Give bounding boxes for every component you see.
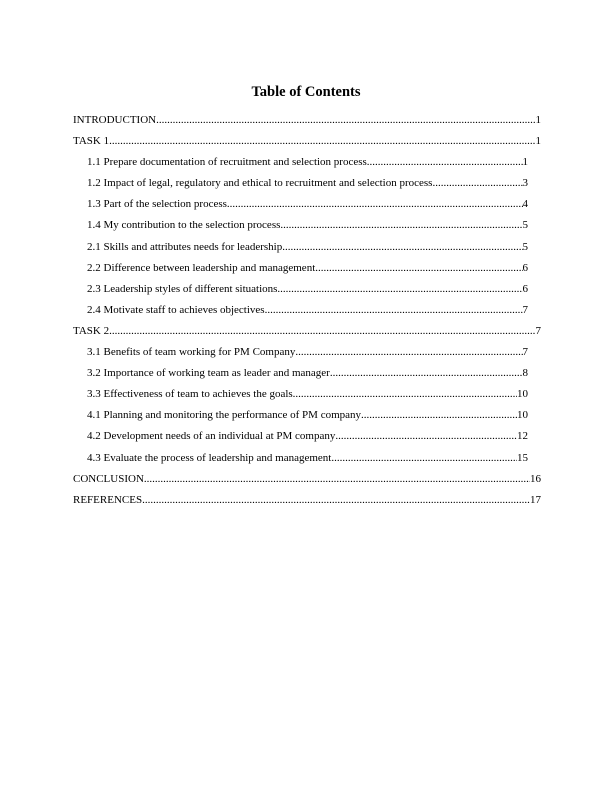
toc-entry-task-2[interactable]	[73, 325, 541, 346]
toc-page-number: 6	[522, 282, 528, 295]
toc-entry-3-3[interactable]	[73, 388, 541, 409]
toc-entry-text: TASK 2	[73, 324, 110, 337]
toc-entry-4-3[interactable]	[73, 452, 541, 473]
toc-page-number: 10	[517, 388, 528, 401]
toc-entry-2-4[interactable]	[73, 304, 541, 325]
toc-entry-1-4[interactable]	[73, 219, 541, 240]
toc-page-number: 5	[522, 240, 528, 253]
toc-page-number: 15	[517, 451, 528, 464]
toc-entry-2-1[interactable]	[73, 241, 541, 262]
toc-entry-3-2[interactable]	[73, 367, 541, 388]
toc-dot-leader	[335, 430, 517, 443]
toc-dot-leader	[265, 304, 523, 317]
toc-dot-leader	[361, 409, 517, 422]
toc-dot-leader	[144, 473, 530, 486]
toc-page-number: 1	[535, 114, 541, 126]
toc-page-number: 1	[535, 135, 541, 148]
toc-dot-leader	[280, 219, 522, 232]
toc-entry-text: REFERENCES	[73, 493, 143, 506]
toc-dot-leader	[156, 114, 535, 127]
toc-page-number: 7	[535, 324, 541, 337]
toc-entry-text: 1.2 Impact of legal, regulatory and ethical to recruitment and selection process	[87, 177, 433, 190]
toc-entry-3-1[interactable]	[73, 346, 541, 367]
toc-entry-text: 2.1 Skills and attributes needs for leadership	[87, 240, 283, 253]
toc-entry-text: 3.2 Importance of working team as leader and manager	[87, 367, 330, 380]
toc-dot-leader	[282, 241, 522, 254]
toc-entry-conclusion[interactable]	[73, 473, 541, 494]
toc-entry-2-2[interactable]	[73, 262, 541, 283]
toc-dot-leader	[293, 388, 517, 401]
toc-dot-leader	[315, 262, 522, 275]
toc-dot-leader	[227, 198, 523, 211]
toc-dot-leader	[331, 452, 517, 465]
toc-dot-leader	[330, 367, 523, 380]
toc-dot-leader	[432, 177, 522, 190]
toc-dot-leader	[277, 283, 522, 296]
toc-entry-text: 2.4 Motivate staff to achieves objectives	[87, 303, 265, 316]
toc-page-number: 12	[517, 430, 528, 443]
toc-page-number: 10	[517, 409, 528, 422]
toc-entry-2-3[interactable]	[73, 283, 541, 304]
toc-page-number: 8	[522, 367, 528, 380]
toc-page-number: 17	[530, 493, 541, 506]
toc-entry-text: 2.3 Leadership styles of different situations	[87, 282, 278, 295]
toc-dot-leader	[109, 135, 535, 148]
toc-page-number: 16	[530, 472, 541, 485]
toc-entry-text: 1.1 Prepare documentation of recruitment and selection process	[87, 156, 367, 169]
toc-dot-leader	[142, 494, 530, 507]
toc-entry-text: 3.3 Effectiveness of team to achieves the goals	[87, 388, 293, 401]
toc-entry-text: 3.1 Benefits of team working for PM Company	[87, 346, 296, 359]
toc-page-number: 1	[522, 156, 528, 169]
toc-dot-leader	[295, 346, 522, 359]
toc-entry-text: 2.2 Difference between leadership and management	[87, 261, 316, 274]
toc-page-number: 3	[522, 177, 528, 190]
toc-entry-text: TASK 1	[73, 135, 110, 148]
toc-entry-text: INTRODUCTION	[73, 114, 157, 126]
toc-entry-1-1[interactable]	[73, 156, 541, 177]
toc-entry-references[interactable]	[73, 494, 541, 515]
toc-page-number: 7	[522, 346, 528, 359]
toc-entry-text: 4.3 Evaluate the process of leadership and management	[87, 451, 332, 464]
toc-page-number: 5	[522, 219, 528, 232]
toc-entry-1-3[interactable]	[73, 198, 541, 219]
toc-dot-leader	[367, 156, 523, 169]
toc-entry-4-1[interactable]	[73, 409, 541, 430]
toc-entry-1-2[interactable]	[73, 177, 541, 198]
toc-page-number: 7	[522, 303, 528, 316]
toc-entry-text: 4.1 Planning and monitoring the performance of PM company	[87, 409, 362, 422]
toc-entry-text: 4.2 Development needs of an individual at PM company	[87, 430, 336, 443]
toc-title: Table of Contents	[251, 84, 361, 100]
toc-entry-task-1[interactable]	[73, 135, 541, 156]
table-of-contents	[73, 114, 541, 515]
toc-entry-text: CONCLUSION	[73, 472, 144, 485]
toc-entry-text: 1.4 My contribution to the selection process	[87, 219, 281, 232]
toc-entry-introduction[interactable]	[73, 114, 541, 135]
toc-dot-leader	[109, 325, 535, 338]
toc-entry-4-2[interactable]	[73, 430, 541, 451]
toc-entry-text: 1.3 Part of the selection process	[87, 198, 227, 211]
toc-page-number: 6	[522, 261, 528, 274]
toc-page-number: 4	[522, 198, 528, 211]
